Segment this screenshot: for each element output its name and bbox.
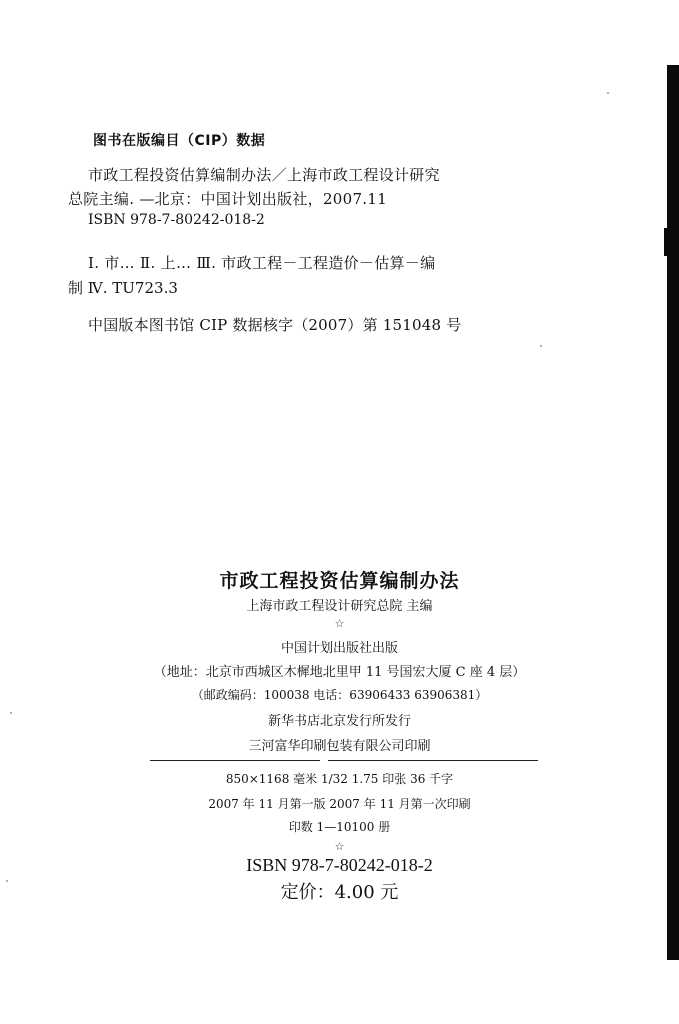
- divider-rule-right: [328, 760, 538, 761]
- cip-subjects-line-2: 制 Ⅳ. TU723.3: [68, 279, 178, 297]
- colophon-print-run: 印数 1—10100 册: [288, 820, 391, 834]
- cip-record-number: 中国版本图书馆 CIP 数据核字（2007）第 151048 号: [88, 316, 462, 334]
- scan-speck: [10, 712, 12, 714]
- cip-isbn: ISBN 978-7-80242-018-2: [88, 212, 265, 228]
- colophon-postal-phone: （邮政编码：100038 电话：63906433 63906381）: [191, 688, 488, 702]
- cip-heading: 图书在版编目（CIP）数据: [93, 133, 266, 149]
- cip-subjects-line-1: Ⅰ. 市… Ⅱ. 上… Ⅲ. 市政工程－工程造价－估算－编: [88, 254, 436, 272]
- scan-speck: [6, 880, 8, 882]
- colophon-address: （地址：北京市西城区木樨地北里甲 11 号国宏大厦 C 座 4 层）: [153, 665, 526, 680]
- colophon-distributor: 新华书店北京发行所发行: [267, 714, 411, 729]
- cip-publication-line: 总院主编. —北京：中国计划出版社，2007.11: [68, 190, 388, 208]
- colophon-isbn: ISBN 978-7-80242-018-2: [246, 855, 433, 875]
- colophon-editor: 上海市政工程设计研究总院 主编: [246, 599, 433, 614]
- colophon-specs: 850×1168 毫米 1/32 1.75 印张 36 千字: [225, 772, 454, 786]
- scan-edge-notch: [664, 228, 670, 256]
- star-ornament: ☆: [334, 840, 345, 853]
- cip-title-line: 市政工程投资估算编制办法／上海市政工程设计研究: [88, 166, 440, 184]
- colophon-printer: 三河富华印刷包装有限公司印刷: [248, 739, 431, 754]
- scan-speck: [607, 92, 609, 94]
- colophon-price: 定价：4.00 元: [280, 882, 399, 903]
- divider-rule-left: [150, 760, 320, 761]
- star-ornament: ☆: [334, 617, 345, 630]
- colophon-edition: 2007 年 11 月第一版 2007 年 11 月第一次印刷: [208, 797, 471, 811]
- scan-speck: [540, 345, 542, 347]
- colophon-book-title: 市政工程投资估算编制办法: [219, 570, 460, 592]
- colophon-publisher: 中国计划出版社出版: [280, 641, 398, 656]
